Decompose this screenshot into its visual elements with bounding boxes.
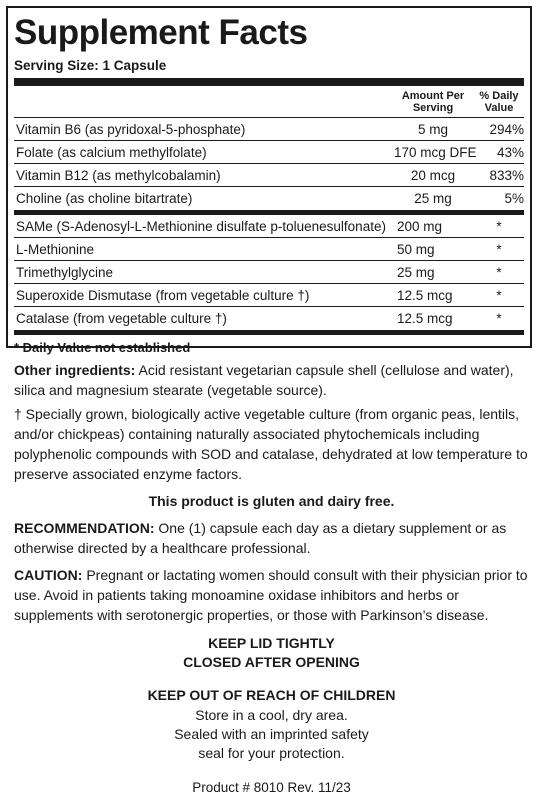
ingredient-amount: 50 mg: [397, 242, 435, 257]
nutrient-name: Choline (as choline bitartrate): [16, 191, 193, 206]
nutrient-name: Vitamin B12 (as methylcobalamin): [16, 168, 221, 183]
nutrient-amount: 20 mcg: [410, 168, 456, 183]
storage-line-2: Sealed with an imprinted safety: [174, 726, 369, 742]
ingredient-amount: 12.5 mcg: [397, 311, 453, 326]
keep-out-of-reach: KEEP OUT OF REACH OF CHILDREN: [147, 687, 396, 703]
storage-line-1: Store in a cool, dry area.: [195, 707, 348, 723]
ingredient-daily-value: *: [496, 219, 502, 234]
table-header: [14, 86, 524, 118]
culture-note: † Specially grown, biologically active vegetable culture (from organic peas, lentils, and/or chickpeas) containing naturally associated phytochemicals including polyphenolic compounds with SOD and catalase, dehydrated at low temperature to preserve associated enzyme factors.: [14, 406, 528, 482]
recommendation-text: One (1) capsule each day as a dietary supplement or as otherwise directed by a healthcare professional.: [14, 520, 507, 556]
table-row: [14, 284, 524, 307]
nutrient-daily-value: 43%: [496, 145, 524, 160]
other-ingredients: [14, 360, 530, 400]
nutrient-group-vitamins: [14, 118, 524, 210]
other-ingredients-label: Other ingredients:: [14, 362, 136, 378]
thick-divider: [14, 78, 524, 86]
table-row: [14, 238, 524, 261]
ingredient-name: Superoxide Dismutase (from vegetable culture †): [16, 288, 310, 303]
ingredient-daily-value: *: [496, 311, 502, 326]
table-row: [14, 261, 524, 284]
nutrient-amount: 170 mcg DFE: [394, 145, 477, 160]
nutrient-group-other: [14, 215, 524, 330]
storage-line-3: seal for your protection.: [198, 745, 345, 761]
ingredient-name: Catalase (from vegetable culture †): [16, 311, 227, 326]
supplement-facts-panel: [6, 6, 532, 355]
table-row: [14, 118, 524, 141]
bottom-divider: [14, 330, 524, 335]
ingredient-daily-value: *: [496, 242, 502, 257]
table-row: [14, 307, 524, 330]
nutrient-name: Vitamin B6 (as pyridoxal-5-phosphate): [16, 122, 246, 137]
table-row: [14, 187, 524, 210]
ingredient-name: SAMe (S-Adenosyl-L-Methionine disulfate p-toluenesulfonate): [16, 219, 386, 234]
table-row: [14, 141, 524, 164]
table-row: [14, 164, 524, 187]
table-row: [14, 215, 524, 238]
ingredient-name: Trimethylglycine: [16, 265, 114, 280]
keep-lid-line-1: KEEP LID TIGHTLY: [208, 635, 335, 651]
ingredient-daily-value: *: [496, 288, 502, 303]
other-ingredients-text: Acid resistant vegetarian capsule shell (cellulose and water), silica and magnesium stearate (vegetable source).: [14, 362, 514, 398]
ingredient-amount: 25 mg: [397, 265, 435, 280]
nutrient-daily-value: 833%: [489, 168, 524, 183]
serving-size: Serving Size: 1 Capsule: [14, 58, 167, 73]
nutrient-amount: 25 mg: [414, 191, 452, 206]
recommendation: [14, 518, 530, 558]
ingredient-amount: 200 mg: [397, 219, 443, 234]
caution-text: Pregnant or lactating women should consult with their physician prior to use. Avoid in patients taking monoamine oxidase inhibitors and herbs or supplements with serotonergic properties, or those with Parkinson’s disease.: [14, 567, 528, 623]
ingredient-daily-value: *: [496, 265, 502, 280]
panel-title: Supplement Facts: [14, 13, 308, 52]
ingredient-amount: 12.5 mcg: [397, 288, 453, 303]
column-header-amount: Amount Per Serving: [401, 90, 465, 114]
nutrient-name: Folate (as calcium methylfolate): [16, 145, 207, 160]
column-header-daily-value: % Daily Value: [479, 90, 519, 114]
product-number: Product # 8010 Rev. 11/23: [192, 780, 351, 795]
ingredient-name: L-Methionine: [16, 242, 95, 257]
nutrient-amount: 5 mg: [417, 122, 448, 137]
caution: [14, 565, 530, 625]
gluten-free-statement: This product is gluten and dairy free.: [148, 493, 395, 509]
nutrient-daily-value: 5%: [504, 191, 524, 206]
keep-lid-line-2: CLOSED AFTER OPENING: [183, 654, 360, 670]
nutrient-daily-value: 294%: [489, 122, 524, 137]
recommendation-label: RECOMMENDATION:: [14, 520, 155, 536]
daily-value-footnote: * Daily Value not established: [14, 340, 191, 355]
caution-label: CAUTION:: [14, 567, 83, 583]
